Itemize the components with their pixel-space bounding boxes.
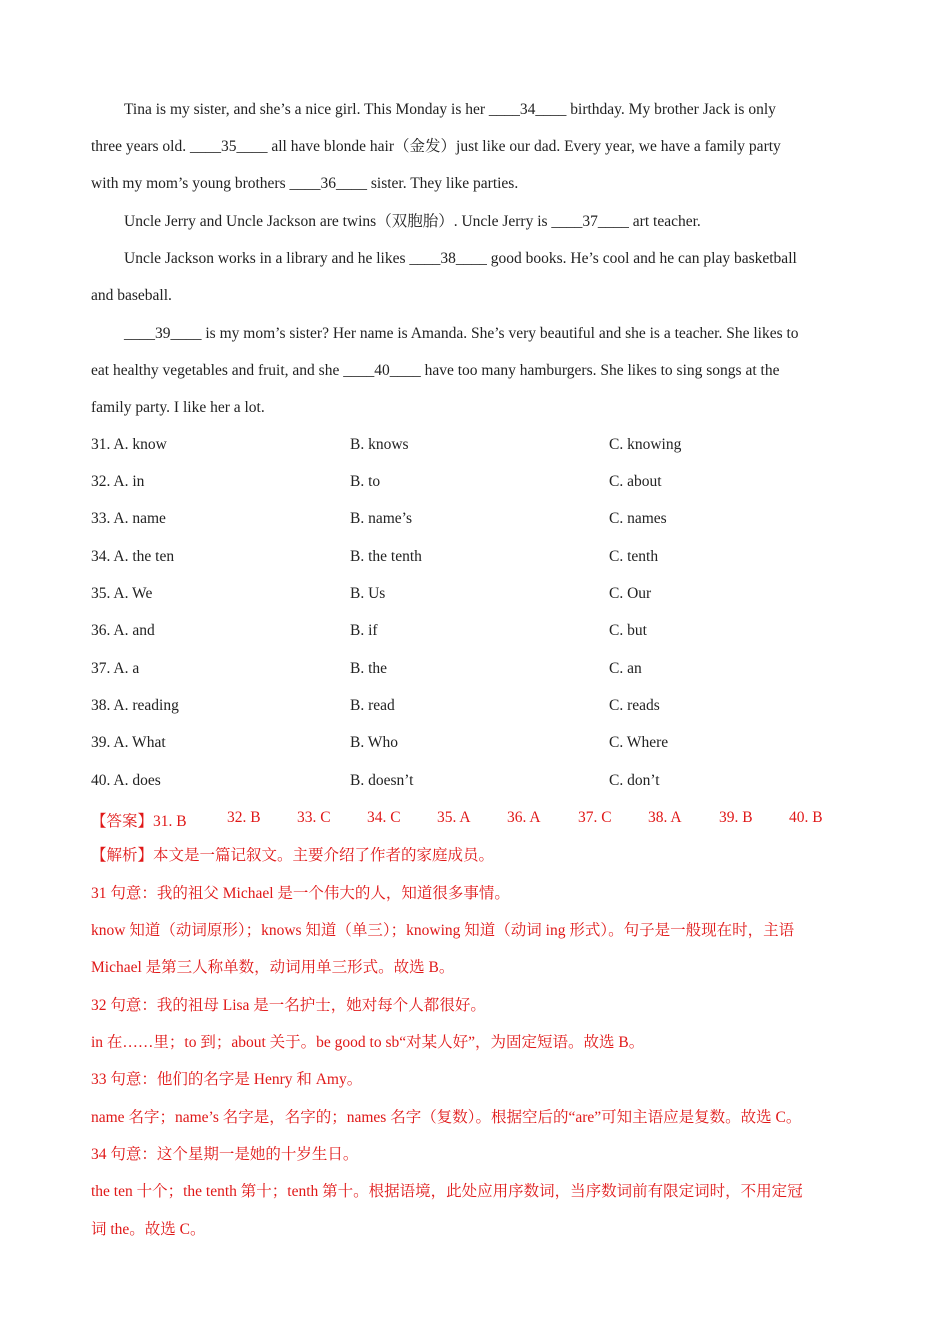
analysis-line: Michael 是第三人称单数，动词用单三形式。故选 B。	[91, 959, 455, 976]
analysis-line: 33 句意：他们的名字是 Henry 和 Amy。	[91, 1071, 363, 1088]
option-a: 35. A. We	[91, 585, 153, 602]
option-a: 40. A. does	[91, 772, 161, 789]
passage-line: three years old. ____35____ all have blonde hair（金发）just like our dad. Every year, we have a family party	[91, 138, 781, 155]
analysis-line: 34 句意：这个星期一是她的十岁生日。	[91, 1146, 359, 1163]
option-b: B. the	[350, 660, 388, 677]
answer-item: 39. B	[719, 809, 753, 826]
option-c: C. knowing	[609, 436, 682, 453]
answer-item: 35. A	[437, 809, 471, 826]
question-options	[91, 473, 871, 493]
analysis-line: 词 the。故选 C。	[91, 1221, 206, 1238]
question-options	[91, 548, 871, 568]
option-c: C. don’t	[609, 772, 660, 789]
option-a: 37. A. a	[91, 660, 140, 677]
option-a: 39. A. What	[91, 734, 166, 751]
analysis-line: in 在……里；to 到；about 关于。be good to sb“对某人好”，为固定短语。故选 B。	[91, 1034, 645, 1051]
option-a: 31. A. know	[91, 436, 167, 453]
option-c: C. Where	[609, 734, 669, 751]
option-b: B. Who	[350, 734, 398, 751]
question-options	[91, 436, 871, 456]
option-a: 32. A. in	[91, 473, 145, 490]
passage-line: Uncle Jerry and Uncle Jackson are twins（双胞胎）. Uncle Jerry is ____37____ art teacher.	[124, 213, 701, 230]
answer-item: 【答案】31. B	[91, 813, 187, 830]
passage-line: family party. I like her a lot.	[91, 399, 265, 416]
option-c: C. an	[609, 660, 642, 677]
analysis-line: 31 句意：我的祖父 Michael 是一个伟大的人，知道很多事情。	[91, 885, 510, 902]
answer-item: 33. C	[297, 809, 331, 826]
option-b: B. read	[350, 697, 395, 714]
option-c: C. but	[609, 622, 647, 639]
question-options	[91, 622, 871, 642]
option-c: C. Our	[609, 585, 652, 602]
answer-item: 36. A	[507, 809, 541, 826]
question-options	[91, 772, 871, 792]
option-c: C. tenth	[609, 548, 659, 565]
question-options	[91, 697, 871, 717]
option-a: 34. A. the ten	[91, 548, 175, 565]
passage-line: Uncle Jackson works in a library and he likes ____38____ good books. He’s cool and he can play basketball	[124, 250, 797, 267]
analysis-line: 32 句意：我的祖母 Lisa 是一名护士，她对每个人都很好。	[91, 997, 486, 1014]
passage-line: ____39____ is my mom’s sister? Her name is Amanda. She’s very beautiful and she is a teacher. She likes to	[124, 325, 799, 342]
option-a: 36. A. and	[91, 622, 155, 639]
answer-item: 37. C	[578, 809, 612, 826]
option-b: B. the tenth	[350, 548, 422, 565]
analysis-line: 【解析】本文是一篇记叙文。主要介绍了作者的家庭成员。	[91, 847, 495, 864]
question-options	[91, 660, 871, 680]
answer-item: 38. A	[648, 809, 682, 826]
question-options	[91, 510, 871, 530]
question-options	[91, 734, 871, 754]
option-b: B. to	[350, 473, 381, 490]
option-c: C. names	[609, 510, 667, 527]
option-a: 38. A. reading	[91, 697, 179, 714]
answer-key	[91, 809, 871, 829]
option-a: 33. A. name	[91, 510, 166, 527]
option-b: B. if	[350, 622, 378, 639]
option-b: B. name’s	[350, 510, 412, 527]
option-b: B. knows	[350, 436, 409, 453]
passage-line: and baseball.	[91, 287, 172, 304]
analysis-line: the ten 十个；the tenth 第十；tenth 第十。根据语境，此处应用序数词，当序数词前有限定词时，不用定冠	[91, 1183, 803, 1200]
answer-item: 32. B	[227, 809, 261, 826]
option-c: C. about	[609, 473, 662, 490]
option-c: C. reads	[609, 697, 660, 714]
passage-line: eat healthy vegetables and fruit, and she ____40____ have too many hamburgers. She likes to sing songs at the	[91, 362, 780, 379]
question-options	[91, 585, 871, 605]
analysis-line: name 名字；name’s 名字是，名字的；names 名字（复数）。根据空后的“are”可知主语应是复数。故选 C。	[91, 1109, 802, 1126]
answer-item: 34. C	[367, 809, 401, 826]
passage-line: Tina is my sister, and she’s a nice girl. This Monday is her ____34____ birthday. My brother Jack is only	[124, 101, 776, 118]
passage-line: with my mom’s young brothers ____36____ sister. They like parties.	[91, 175, 519, 192]
answer-item: 40. B	[789, 809, 823, 826]
analysis-line: know 知道（动词原形）；knows 知道（单三）；knowing 知道（动词 ing 形式）。句子是一般现在时，主语	[91, 922, 795, 939]
option-b: B. doesn’t	[350, 772, 414, 789]
option-b: B. Us	[350, 585, 386, 602]
